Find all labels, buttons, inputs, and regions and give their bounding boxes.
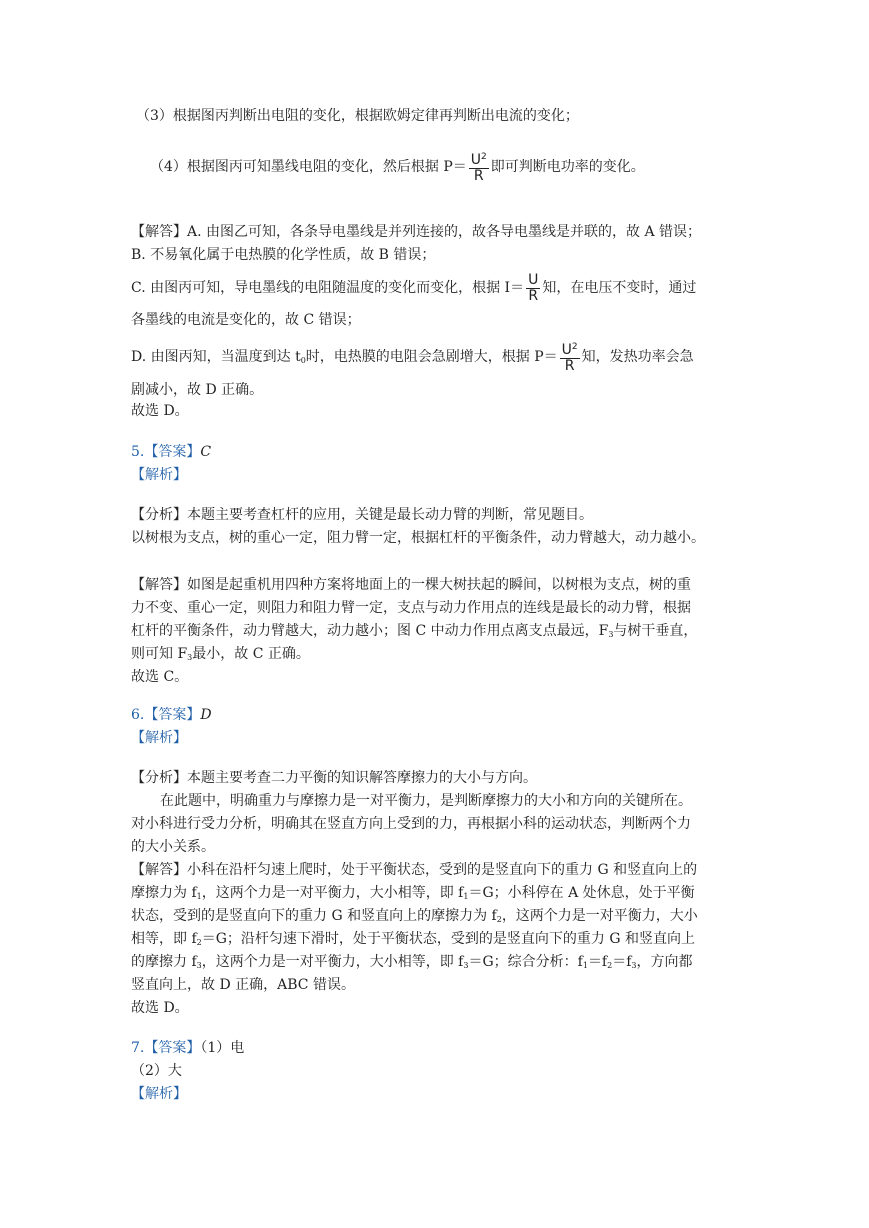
answer-value: D — [200, 707, 212, 723]
fraction-numerator: U — [470, 152, 482, 168]
fraction-denominator: R — [528, 287, 539, 304]
hint-line-4-pre: （4）根据图丙可知墨线电阻的变化，然后根据 P＝ — [150, 159, 467, 175]
text: 状态，受到的是竖直向下的重力 G 和竖直向上的摩擦力为 f — [131, 908, 497, 924]
subscript: 3 — [196, 961, 202, 970]
q4-line-5-post: 知，发热功率会急 — [581, 349, 694, 365]
q4-solution-line-3 — [131, 272, 696, 304]
q5-solution-line-4 — [131, 644, 310, 664]
power-formula-fraction — [469, 150, 489, 184]
q5-line-3-post: 与树干垂直， — [613, 623, 698, 639]
subscript: 2 — [196, 938, 202, 947]
subscript: 3 — [631, 961, 637, 970]
q7-answer — [131, 1038, 244, 1058]
subscript: 0 — [300, 356, 306, 365]
text: ＝G；综合分析：f — [468, 954, 583, 970]
q4-line-5-pre: D. 由图丙知，当温度到达 t — [131, 349, 301, 365]
text: ，这两个力是一对平衡力，大小 — [501, 908, 698, 924]
fraction-denominator: R — [564, 358, 575, 374]
text: ，方向都 — [636, 954, 693, 970]
q7-answer-line-2: （2）大 — [131, 1063, 182, 1079]
text: ＝f — [587, 954, 608, 970]
ohm-law-fraction — [526, 273, 540, 304]
q6-solution-line-2 — [131, 883, 695, 903]
q5-answer — [131, 442, 211, 462]
q5-line-4-pre: 则可知 F — [131, 646, 188, 662]
q5-line-4-post: 最小，故 C 正确。 — [192, 646, 310, 662]
text: ，这两个力是一对平衡力，大小相等，即 f — [201, 885, 464, 901]
fraction-exponent: 2 — [571, 342, 578, 352]
text: ，这两个力是一对平衡力，大小相等，即 f — [201, 954, 464, 970]
q5-analysis-line-2: 以树根为支点，树的重心一定，阻力臂一定，根据杠杆的平衡条件，动力臂越大，动力越小。 — [131, 530, 705, 546]
q6-solution-line-4 — [131, 929, 695, 949]
text: 的摩擦力 f — [131, 954, 197, 970]
q7-analysis-label: 【解析】 — [131, 1086, 187, 1102]
text: 相等，即 f — [131, 931, 197, 947]
answer-value: C — [200, 444, 212, 460]
q4-line-3-post: 知，在电压不变时，通过 — [542, 280, 697, 296]
fraction-denominator: R — [473, 168, 484, 184]
hint-line-4-post: 即可判断电功率的变化。 — [490, 159, 645, 175]
text: ＝f — [612, 954, 632, 970]
q5-analysis-label: 【解析】 — [131, 467, 187, 483]
fraction-numerator: U — [528, 271, 539, 288]
q5-solution-line-3 — [131, 621, 697, 641]
q6-solution-line-3 — [131, 906, 698, 926]
q4-solution-line-2: B. 不易氧化属于电热膜的化学性质，故 B 错误； — [131, 247, 436, 263]
fraction-numerator: U — [561, 342, 572, 358]
subscript: 1 — [196, 892, 202, 901]
subscript: 3 — [463, 961, 469, 970]
q6-analysis-line-4: 的大小关系。 — [131, 839, 215, 855]
q4-solution-line-1: 【解答】A. 由图乙可知，各条导电墨线是并列连接的，故各导电墨线是并联的，故 A 错误； — [131, 224, 702, 240]
subscript: 1 — [582, 961, 588, 970]
q6-solution-line-5 — [131, 952, 693, 972]
q4-solution-line-4: 各墨线的电流是变化的，故 C 错误； — [131, 312, 361, 328]
q4-solution-line-7: 故选 D。 — [131, 403, 189, 419]
q6-analysis-label: 【解析】 — [131, 730, 187, 746]
q4-line-5-mid: 时，电热膜的电阻会急剧增大，根据 P＝ — [305, 349, 558, 365]
q4-solution-line-6: 剧减小，故 D 正确。 — [131, 382, 264, 398]
hint-line-4 — [150, 150, 645, 182]
power-formula-fraction — [560, 340, 580, 374]
q6-solution-line-6: 竖直向上，故 D 正确，ABC 错误。 — [131, 977, 355, 993]
subscript: 2 — [496, 915, 502, 924]
q6-solution-line-7: 故选 D。 — [131, 1000, 189, 1016]
q5-solution-line-1: 【解答】如图是起重机用四种方案将地面上的一棵大树扶起的瞬间，以树根为支点，树的重 — [131, 577, 691, 593]
answer-label: 7.【答案】 — [131, 1040, 201, 1056]
subscript: 1 — [463, 892, 469, 901]
q4-line-3-pre: C. 由图丙可知，导电墨线的电阻随温度的变化而变化，根据 I＝ — [131, 280, 525, 296]
text: ＝G；沿杆匀速下滑时，处于平衡状态，受到的是竖直向下的重力 G 和竖直向上 — [201, 931, 695, 947]
q6-analysis-line-2: 在此题中，明确重力与摩擦力是一对平衡力，是判断摩擦力的大小和方向的关键所在。 — [160, 793, 692, 809]
q6-answer — [131, 705, 212, 725]
q5-analysis-line-1: 【分析】本题主要考查杠杆的应用，关键是最长动力臂的判断，常见题目。 — [131, 507, 593, 523]
subscript: 3 — [608, 630, 614, 639]
q6-analysis-line-3: 对小科进行受力分析，明确其在竖直方向上受到的力，再根据小科的运动状态，判断两个力 — [131, 816, 691, 832]
text: ＝G；小科停在 A 处休息，处于平衡 — [468, 885, 695, 901]
q6-solution-line-1: 【解答】小科在沿杆匀速上爬时，处于平衡状态，受到的是竖直向下的重力 G 和竖直向上的 — [131, 862, 698, 878]
fraction-exponent: 2 — [481, 152, 487, 162]
answer-value: （1）电 — [200, 1040, 245, 1056]
subscript: 3 — [187, 653, 193, 662]
text: 摩擦力为 f — [131, 885, 197, 901]
answer-label: 6.【答案】 — [131, 707, 201, 723]
q5-solution-line-5: 故选 C。 — [131, 669, 189, 685]
answer-label: 5.【答案】 — [131, 444, 201, 460]
q5-solution-line-2: 力不变、重心一定，则阻力和阻力臂一定，支点与动力作用点的连线是最长的动力臂，根据 — [131, 600, 691, 616]
hint-line-3: （3）根据图丙判断出电阻的变化，根据欧姆定律再判断出电流的变化； — [136, 108, 579, 124]
q6-analysis-line-1: 【分析】本题主要考查二力平衡的知识解答摩擦力的大小与方向。 — [131, 770, 537, 786]
q5-line-3-pre: 杠杆的平衡条件，动力臂越大，动力越小；图 C 中动力作用点离支点最远，F — [131, 623, 609, 639]
subscript: 2 — [607, 961, 613, 970]
q4-solution-line-5 — [131, 340, 694, 372]
